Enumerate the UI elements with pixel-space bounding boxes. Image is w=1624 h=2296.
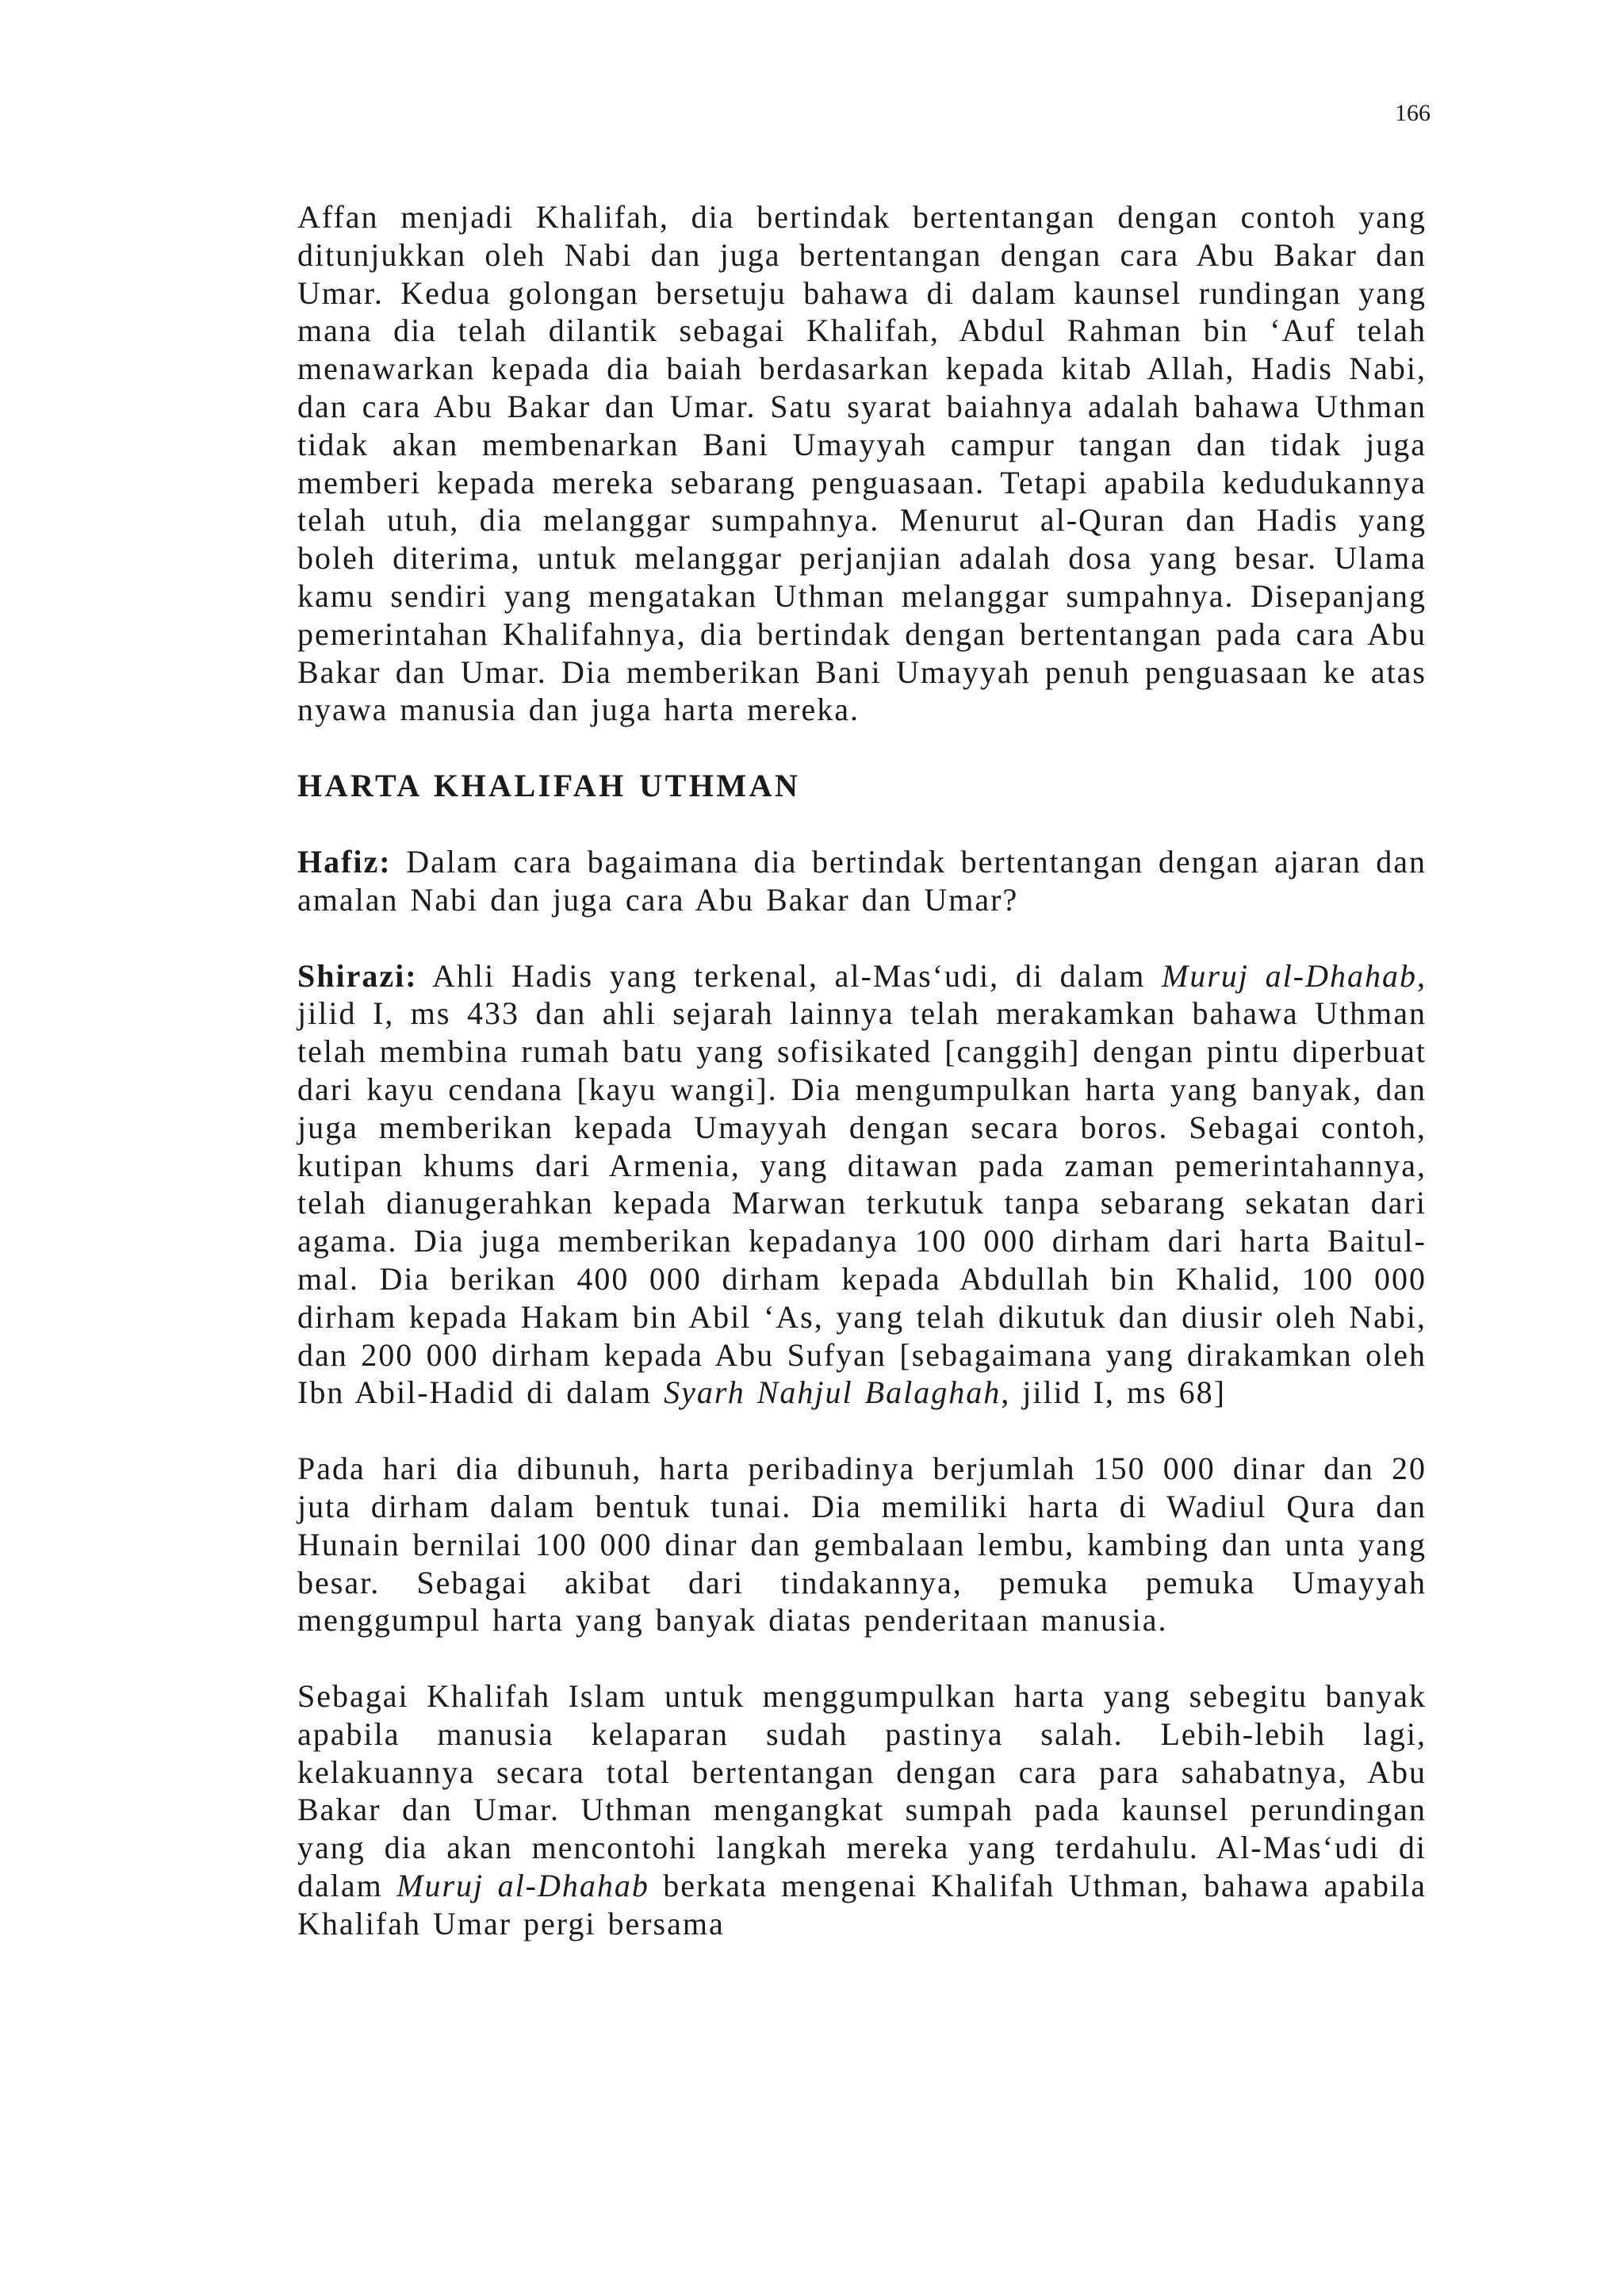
book-title-muruj-2: Muruj al-Dhahab: [396, 1868, 649, 1904]
paragraph-1: Affan menjadi Khalifah, dia bertindak bertentangan dengan contoh yang ditunjukkan oleh Nabi dan juga bertentangan dengan cara Abu Bakar dan Umar. Kedua golongan bersetuju bahawa di dalam kaunsel rundingan yang mana dia telah dilantik sebagai Khalifah, Abdul Rahman bin ‘Auf telah menawarkan kepada dia baiah berdasarkan kepada kitab Allah, Hadis Nabi, dan cara Abu Bakar dan Umar. Satu syarat baiahnya adalah bahawa Uthman tidak akan membenarkan Bani Umayyah campur tangan dan tidak juga memberi kepada mereka sebarang penguasaan. Tetapi apabila kedudukannya telah utuh, dia melanggar sumpahnya. Menurut al-Quran dan Hadis yang boleh diterima, untuk melanggar perjanjian adalah dosa yang besar. Ulama kamu sendiri yang mengatakan Uthman melanggar sumpahnya. Disepanjang pemerintahan Khalifahnya, dia bertindak dengan bertentangan pada cara Abu Bakar dan Umar. Dia memberikan Bani Umayyah penuh penguasaan ke atas nyawa manusia dan juga harta mereka.: [297, 199, 1427, 728]
paragraph-5: [297, 1677, 1427, 1943]
speaker-label-hafiz: Hafiz:: [297, 843, 392, 880]
paragraph-hafiz: [297, 843, 1427, 919]
paragraph-5-text-b: berkata mengenai Khalifah Uthman, bahawa apabila Khalifah Umar pergi bersama: [297, 1868, 1427, 1941]
shirazi-text-c: , jilid I, ms 68]: [1001, 1374, 1226, 1411]
paragraph-5-text-a: Sebagai Khalifah Islam untuk menggumpulkan harta yang sebegitu banyak apabila manusia kelaparan sudah pastinya salah. Lebih-lebih lagi, kelakuannya secara total bertentangan dengan cara para sahabatnya, Abu Bakar dan Umar. Uthman mengangkat sumpah pada kaunsel perundingan yang dia akan mencontohi langkah mereka yang terdahulu. Al-Mas‘udi di dalam: [297, 1678, 1427, 1904]
speaker-label-shirazi: Shirazi:: [297, 957, 418, 994]
shirazi-text-b: , jilid I, ms 433 dan ahli sejarah lainnya telah merakamkan bahawa Uthman telah membina rumah batu yang sofisikated [canggih] dengan pintu diperbuat dari kayu cendana [kayu wangi]. Dia mengumpulkan harta yang banyak, dan juga memberikan kepada Umayyah dengan secara boros. Sebagai contoh, kutipan khums dari Armenia, yang ditawan pada zaman pemerintahannya, telah dianugerahkan kepada Marwan terkutuk tanpa sebarang sekatan dari agama. Dia juga memberikan kepadanya 100 000 dirham dari harta Baitul-mal. Dia berikan 400 000 dirham kepada Abdullah bin Khalid, 100 000 dirham kepada Hakam bin Abil ‘As, yang telah dikutuk dan diusir oleh Nabi, dan 200 000 dirham kepada Abu Sufyan [sebagaimana yang dirakamkan oleh Ibn Abil-Hadid di dalam: [297, 957, 1427, 1411]
page-body: [297, 198, 1427, 1943]
book-title-syarh: Syarh Nahjul Balaghah: [664, 1374, 1002, 1411]
section-heading: HARTA KHALIFAH UTHMAN: [297, 768, 801, 804]
shirazi-text-a: Ahli Hadis yang terkenal, al-Mas‘udi, di dalam: [417, 957, 1162, 994]
paragraph-shirazi: [297, 957, 1427, 1412]
paragraph-4: Pada hari dia dibunuh, harta peribadinya berjumlah 150 000 dinar dan 20 juta dirham dalam bentuk tunai. Dia memiliki harta di Wadiul Qura dan Hunain bernilai 100 000 dinar dan gembalaan lembu, kambing dan unta yang besar. Sebagai akibat dari tindakannya, pemuka pemuka Umayyah menggumpul harta yang banyak diatas penderitaan manusia.: [297, 1451, 1427, 1639]
hafiz-text: Dalam cara bagaimana dia bertindak bertentangan dengan ajaran dan amalan Nabi dan juga cara Abu Bakar dan Umar?: [297, 843, 1427, 918]
book-title-muruj: Muruj al-Dhahab: [1162, 957, 1417, 994]
page-number: 166: [1395, 100, 1431, 126]
